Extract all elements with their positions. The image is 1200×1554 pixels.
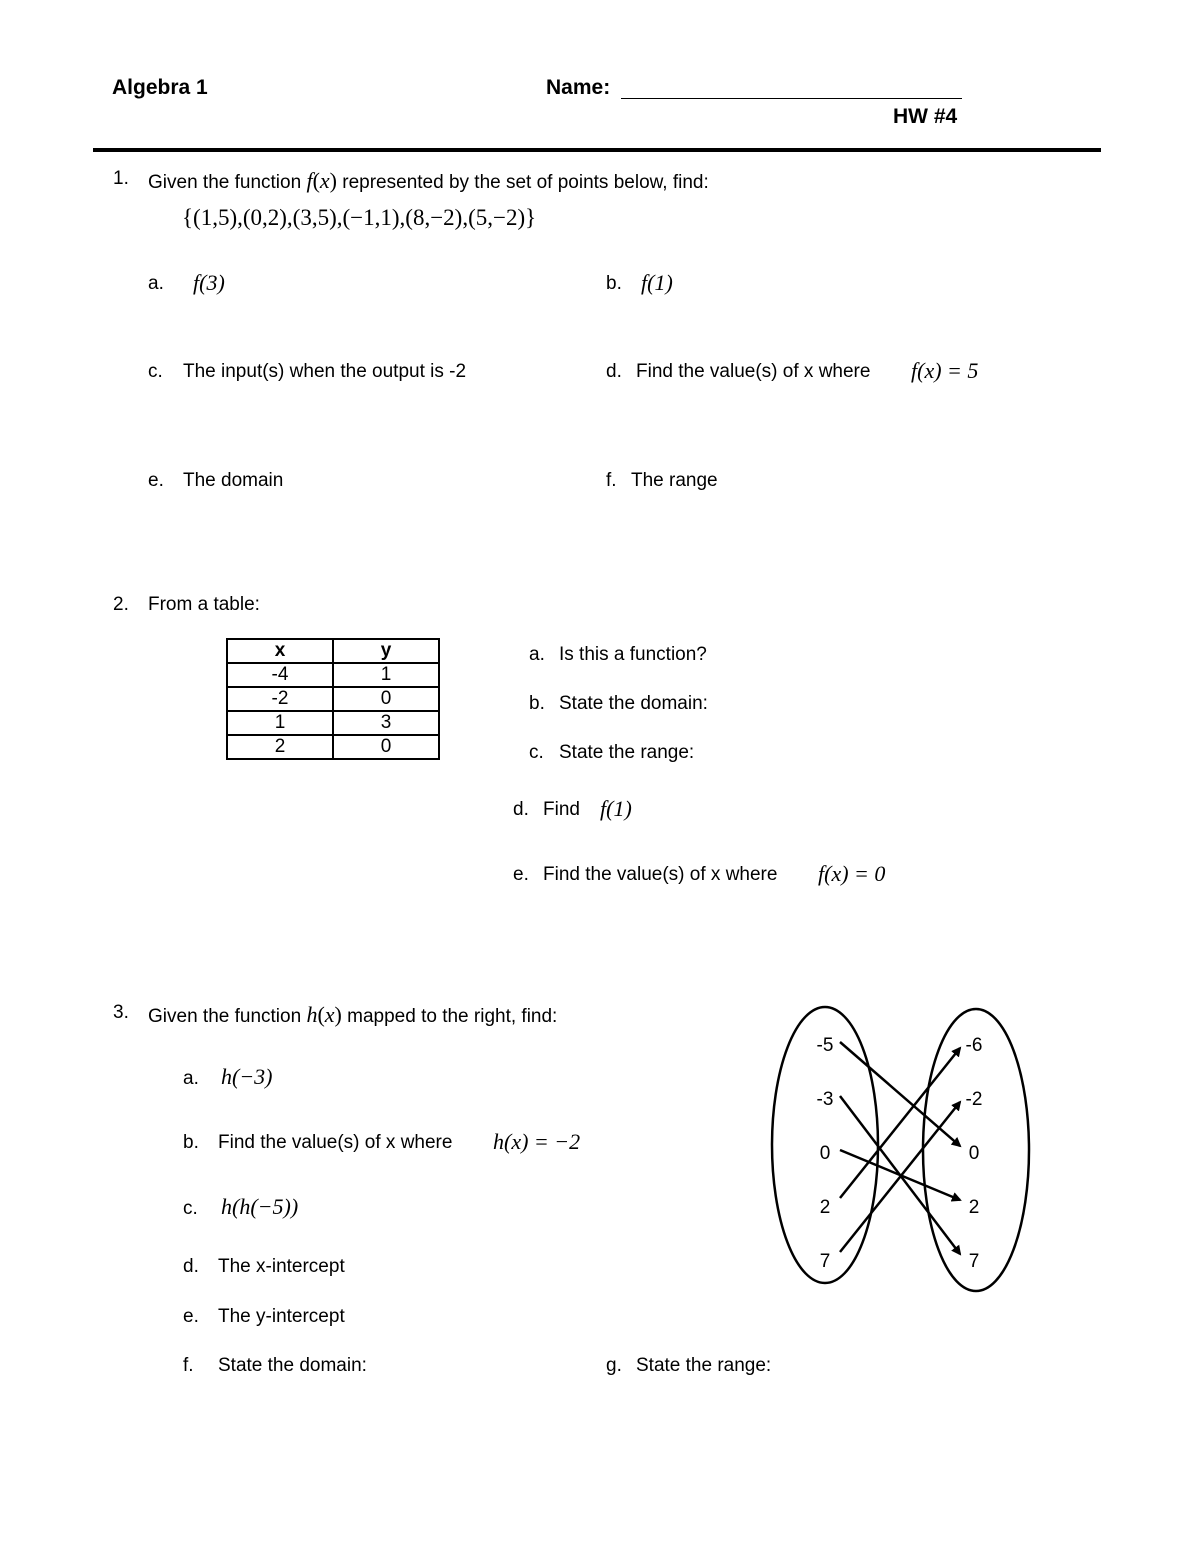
q3g-letter: g. [606,1355,622,1376]
mapping-input-label: -3 [816,1089,834,1110]
mapping-diagram [760,1000,1040,1300]
q3g-text: State the range: [636,1355,772,1376]
q3e-letter: e. [183,1306,199,1327]
q3b-text: Find the value(s) of x where [218,1132,453,1153]
table-cell-y: 1 [333,663,439,687]
q1a-letter: a. [148,273,164,294]
q2e-letter: e. [513,864,529,885]
q3-func-var: x [324,1002,335,1027]
course-title: Algebra 1 [112,76,208,99]
name-label: Name: [546,76,611,99]
q1a-expr: f(3) [193,270,225,295]
q2e-text: Find the value(s) of x where [543,864,778,885]
q1-function-notation: f(x) [306,168,337,193]
q1-prompt-pre: Given the function [148,172,302,193]
xy-table [226,638,440,760]
q1c-letter: c. [148,361,163,382]
mapping-input-label: 7 [819,1251,831,1272]
mapping-output-label: 7 [968,1251,980,1272]
q2b-letter: b. [529,693,545,714]
q1c-text: The input(s) when the output is -2 [183,361,467,382]
table-cell-y: 0 [333,687,439,711]
mapping-arrows [840,1042,960,1254]
q2d-letter: d. [513,799,529,820]
table-cell-x: 2 [227,735,333,759]
q1-point-set: {(1,5),(0,2),(3,5),(−1,1),(8,−2),(5,−2)} [182,205,537,230]
table-row [227,735,439,759]
q3a-expr: h(−3) [221,1064,273,1089]
q1d-letter: d. [606,361,622,382]
q3d-letter: d. [183,1256,199,1277]
q2-number: 2. [113,594,129,615]
q3a-letter: a. [183,1068,199,1089]
q1b-expr: f(1) [641,270,673,295]
q1-prompt-post: represented by the set of points below, find: [342,172,709,193]
q2d-expr: f(1) [600,796,632,821]
q3b-letter: b. [183,1132,199,1153]
mapping-output-label: 0 [968,1143,980,1164]
q1b-letter: b. [606,273,622,294]
table-cell-x: -2 [227,687,333,711]
mapping-arrow [840,1042,960,1146]
q3-func-name: h [306,1002,318,1027]
mapping-output-label: -2 [965,1089,983,1110]
q1d-text: Find the value(s) of x where [636,361,871,382]
q3b-expr: h(x) = −2 [493,1129,581,1154]
q1f-letter: f. [606,470,617,491]
name-blank-line [621,98,962,99]
q3f-text: State the domain: [218,1355,367,1376]
q3-prompt-post: mapped to the right, find: [347,1006,558,1027]
q2a-letter: a. [529,644,545,665]
homework-number: HW #4 [893,105,958,128]
mapping-output-label: -6 [965,1035,983,1056]
table-cell-y: 3 [333,711,439,735]
mapping-input-label: 0 [819,1143,831,1164]
q2-prompt: From a table: [148,594,260,615]
q2c-text: State the range: [559,742,695,763]
q3c-letter: c. [183,1198,198,1219]
q1e-text: The domain [183,470,284,491]
mapping-inputs [817,1035,834,1272]
q3-function-notation: h(x) [306,1002,342,1027]
q2d-text: Find [543,799,580,820]
table-header-x: x [227,639,333,663]
q3-prompt-pre: Given the function [148,1006,302,1027]
q3e-text: The y-intercept [218,1306,345,1327]
q3d-text: The x-intercept [218,1256,345,1277]
q1-number: 1. [113,168,129,189]
header-divider [93,148,1101,152]
table-row [227,711,439,735]
q3-prompt [148,1002,557,1028]
q1e-letter: e. [148,470,164,491]
q1-prompt [148,168,709,194]
table-header-row [227,639,439,663]
table-row [227,663,439,687]
q2e-expr: f(x) = 0 [818,861,886,886]
mapping-output-label: 2 [968,1197,980,1218]
mapping-outputs [966,1035,983,1272]
table-cell-y: 0 [333,735,439,759]
table-cell-x: 1 [227,711,333,735]
mapping-input-label: -5 [816,1035,834,1056]
q1f-text: The range [631,470,718,491]
table-header-y: y [333,639,439,663]
q1-func-name: f [306,168,313,193]
q3c-expr: h(h(−5)) [221,1194,299,1219]
q2b-text: State the domain: [559,693,708,714]
q2c-letter: c. [529,742,544,763]
table-row [227,687,439,711]
q1d-expr: f(x) = 5 [911,358,979,383]
q3-number: 3. [113,1002,129,1023]
q3f-letter: f. [183,1355,194,1376]
q1-func-var: x [319,168,330,193]
table-cell-x: -4 [227,663,333,687]
q2a-text: Is this a function? [559,644,707,665]
mapping-input-label: 2 [819,1197,831,1218]
